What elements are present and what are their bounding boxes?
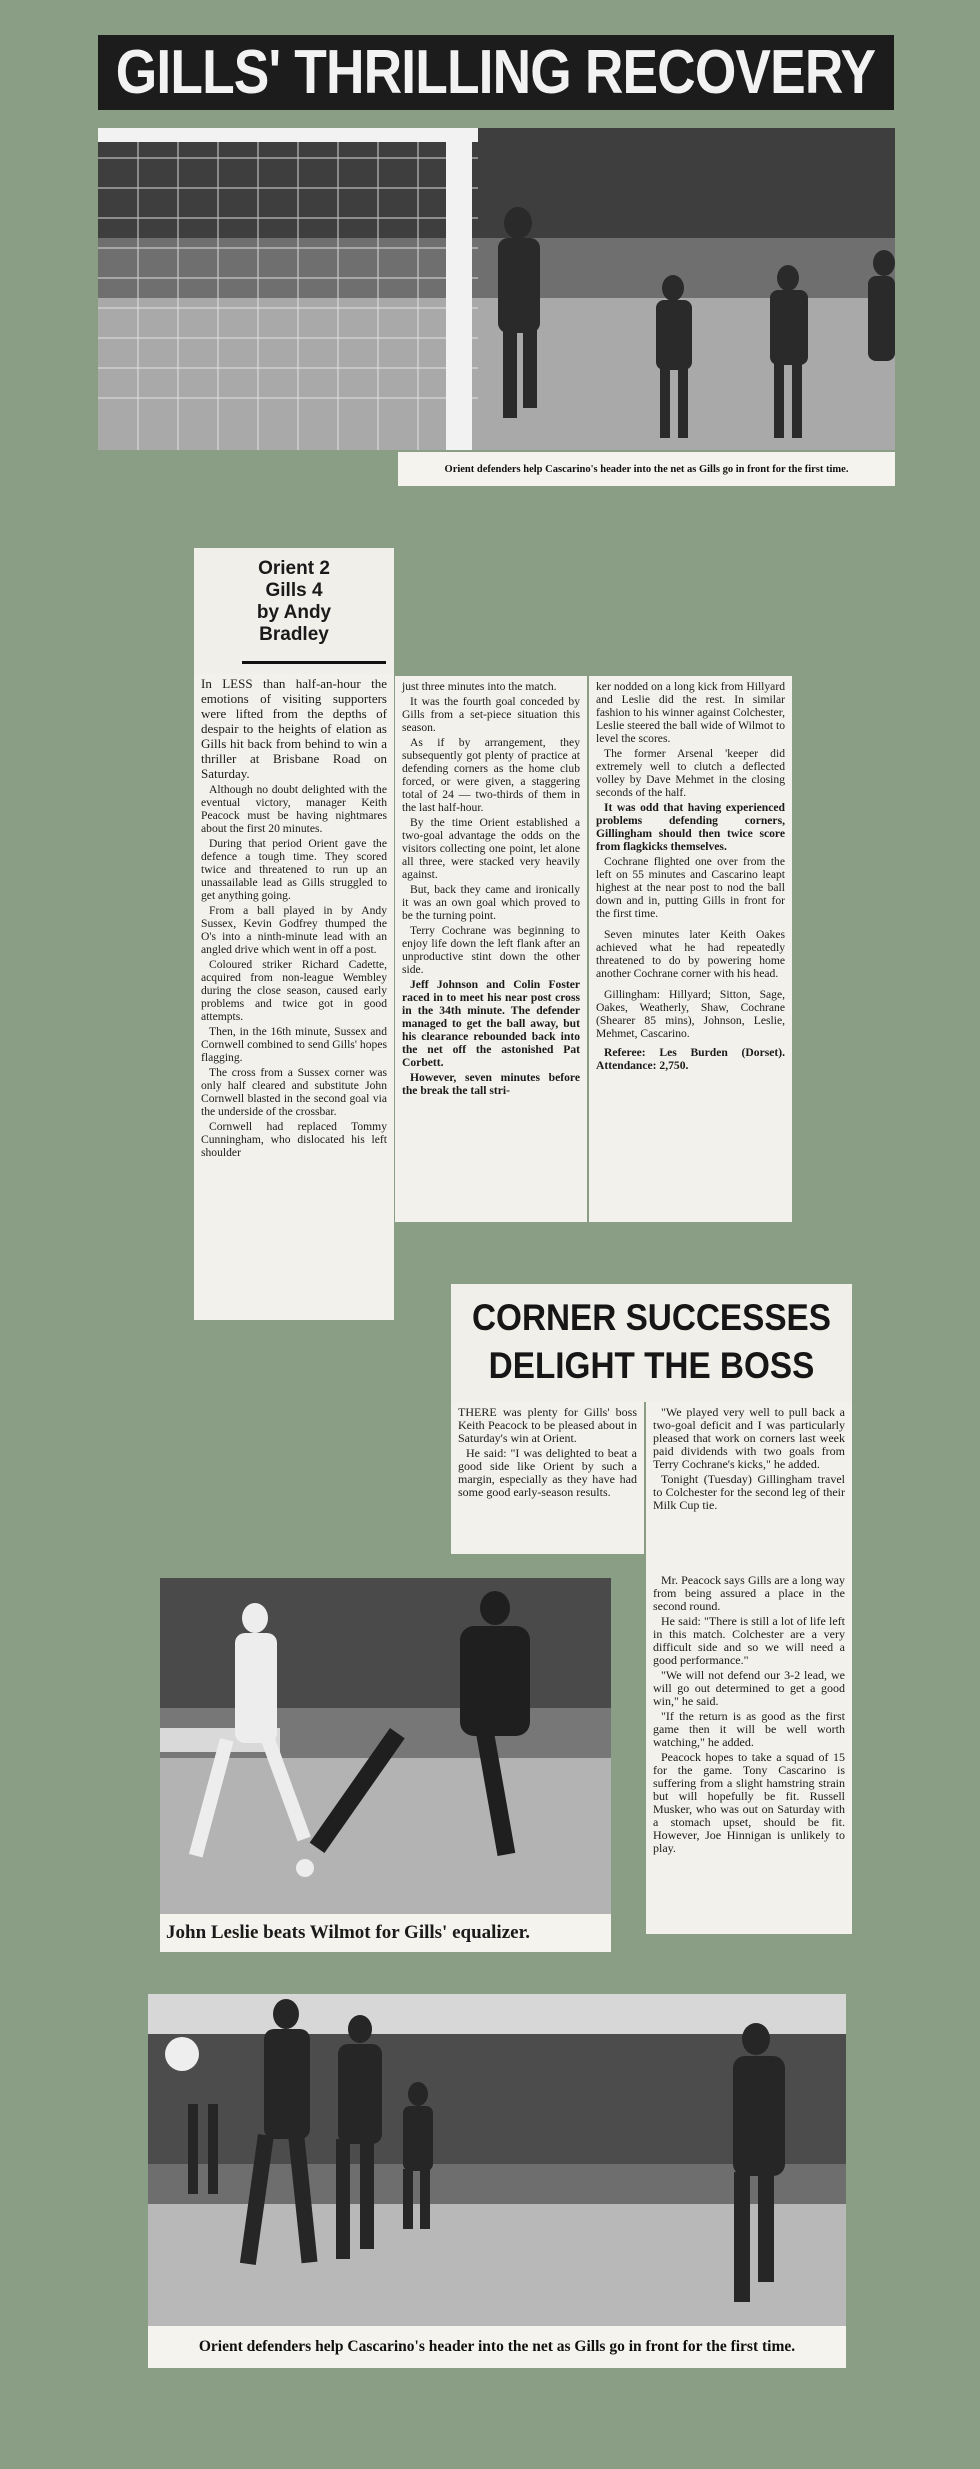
corner-headline-line-2: DELIGHT THE BOSS	[488, 1345, 815, 1386]
report-paragraph: In LESS than half-an-hour the emotions of visiting supporters were lifted from the depths of despair to the heights of elation as Gills hit back from behind to win a thriller at Brisbane Road on Saturday.	[201, 676, 387, 781]
corner-paragraph: Mr. Peacock says Gills are a long way from being assured a place in the second round.	[653, 1573, 845, 1613]
team-lineup: Gillingham: Hillyard; Sitton, Sage, Oakes, Weatherly, Shaw, Cochrane (Shearer 85 mins), Johnson, Leslie, Mehmet, Cascarino.	[596, 988, 785, 1040]
byline-line-2: Gills 4	[265, 580, 323, 601]
report-paragraph: Then, in the 16th minute, Sussex and Cornwell combined to send Gills' hopes flagging.	[201, 1025, 387, 1064]
report-paragraph: ker nodded on a long kick from Hillyard and Leslie did the rest. In similar fashion to his winner against Colchester, Leslie steered the ball wide of Wilmot to level the scores.	[596, 680, 785, 745]
top-photo	[98, 128, 895, 450]
middle-photo	[160, 1578, 611, 1914]
corner-column-1	[451, 1402, 644, 1554]
referee-attendance: Referee: Les Burden (Dorset). Attendance: 2,750.	[596, 1046, 785, 1072]
corner-headline-line-1: CORNER SUCCESSES	[472, 1297, 831, 1338]
report-paragraph: just three minutes into the match.	[402, 680, 557, 693]
byline-rule	[242, 661, 386, 664]
report-paragraph: It was the fourth goal conceded by Gills from a set-piece situation this season.	[402, 695, 580, 734]
report-column-3	[589, 676, 792, 1222]
report-paragraph: Cochrane flighted one over from the left on 55 minutes and Cascarino leapt highest at the near post to nod the ball down and in, putting Gills in front for the first time.	[596, 855, 785, 920]
report-paragraph: By the time Orient established a two-goal advantage the odds on the visitors collecting one point, let alone all three, were stacked very heavily against.	[402, 816, 580, 881]
report-paragraph: But, back they came and ironically it was an own goal which proved to be the turning point.	[402, 883, 580, 922]
corner-paragraph: Peacock hopes to take a squad of 15 for the game. Tony Cascarino is suffering from a slight hamstring strain but will hopefully be fit. Russell Musker, who was out on Saturday with a stomach upset, should be fit. However, Joe Hinnigan is unlikely to play.	[653, 1750, 845, 1855]
report-paragraph: Although no doubt delighted with the eventual victory, manager Keith Peacock must be having nightmares about the first 20 minutes.	[201, 783, 387, 835]
report-paragraph: Coloured striker Richard Cadette, acquired from non-league Wembley during the close season, caused early problems and twice got in good attempts.	[201, 958, 387, 1023]
headline-banner	[98, 35, 894, 110]
report-paragraph: Cornwell had replaced Tommy Cunningham, who dislocated his left shoulder	[201, 1120, 387, 1159]
headline: GILLS' THRILLING RECOVERY	[116, 38, 876, 107]
corner-paragraph: Tonight (Tuesday) Gillingham travel to Colchester for the second leg of their Milk Cup tie.	[653, 1472, 845, 1512]
report-paragraph: Terry Cochrane was beginning to enjoy life down the left flank after an unproductive stint down the other side.	[402, 924, 580, 976]
bottom-photo	[148, 1994, 846, 2326]
report-paragraph: However, seven minutes before the break the tall stri-	[402, 1071, 580, 1097]
corner-paragraph: "We played very well to pull back a two-goal deficit and I was particularly pleased that work on corners last week paid dividends with two goals from Terry Cochrane's kicks," he added.	[653, 1405, 845, 1471]
bottom-photo-caption	[148, 2326, 846, 2368]
byline-box	[194, 548, 394, 674]
byline-line-1: Orient 2	[258, 558, 330, 579]
corner-column-3	[646, 1570, 852, 1934]
corner-column-2	[646, 1402, 852, 1570]
report-paragraph: During that period Orient gave the defence a tough time. They scored twice and threatened to run up an unassailable lead as Gills struggled to get anything going.	[201, 837, 387, 902]
report-paragraph: It was odd that having experienced problems defending corners, Gillingham should then twice score from flagkicks themselves.	[596, 801, 785, 853]
middle-photo-caption-text: John Leslie beats Wilmot for Gills' equalizer.	[166, 1922, 531, 1943]
report-paragraph: Jeff Johnson and Colin Foster raced in to meet his near post cross in the 34th minute. The defender managed to get the ball away, but his clearance rebounded back into the net off the astonished Pat Corbett.	[402, 978, 580, 1069]
report-column-2	[395, 676, 587, 1222]
report-column-1	[194, 674, 394, 1320]
report-paragraph: Seven minutes later Keith Oakes achieved what he had repeatedly threatened to do by powering home another Cochrane corner with his head.	[596, 928, 785, 980]
corner-paragraph: "We will not defend our 3-2 lead, we will go out determined to get a good win," he said.	[653, 1668, 845, 1708]
corner-paragraph: He said: "There is still a lot of life left in this match. Colchester are a very difficult side and so we will need a good performance."	[653, 1614, 845, 1667]
byline-line-3: by Andy	[256, 602, 332, 623]
bottom-photo-caption-text: Orient defenders help Cascarino's header into the net as Gills go in front for the first time.	[198, 2338, 796, 2355]
byline-line-4: Bradley	[259, 624, 329, 645]
middle-photo-caption	[160, 1914, 611, 1952]
top-photo-caption	[398, 452, 895, 486]
top-photo-caption-text: Orient defenders help Cascarino's header into the net as Gills go in front for the first time.	[444, 463, 849, 475]
report-paragraph: As if by arrangement, they subsequently got plenty of practice at defending corners as the home club forced, or were given, a staggering total of 24 — two-thirds of them in the last half-hour.	[402, 736, 580, 814]
corner-story-header	[451, 1284, 852, 1402]
report-paragraph: From a ball played in by Andy Sussex, Kevin Godfrey thumped the O's into a ninth-minute lead with an angled drive which went in off a post.	[201, 904, 387, 956]
report-paragraph: The cross from a Sussex corner was only half cleared and substitute John Cornwell blasted in the second goal via the underside of the crossbar.	[201, 1066, 387, 1118]
corner-paragraph: THERE was plenty for Gills' boss Keith Peacock to be pleased about in Saturday's win at Orient.	[458, 1405, 637, 1445]
corner-paragraph: He said: "I was delighted to beat a good side like Orient by such a margin, especially as they have had some good early-season results.	[458, 1446, 637, 1499]
corner-paragraph: "If the return is as good as the first game then it will be well worth watching," he added.	[653, 1709, 845, 1749]
report-paragraph: The former Arsenal 'keeper did extremely well to clutch a deflected volley by Dave Mehmet in the closing seconds of the half.	[596, 747, 785, 799]
